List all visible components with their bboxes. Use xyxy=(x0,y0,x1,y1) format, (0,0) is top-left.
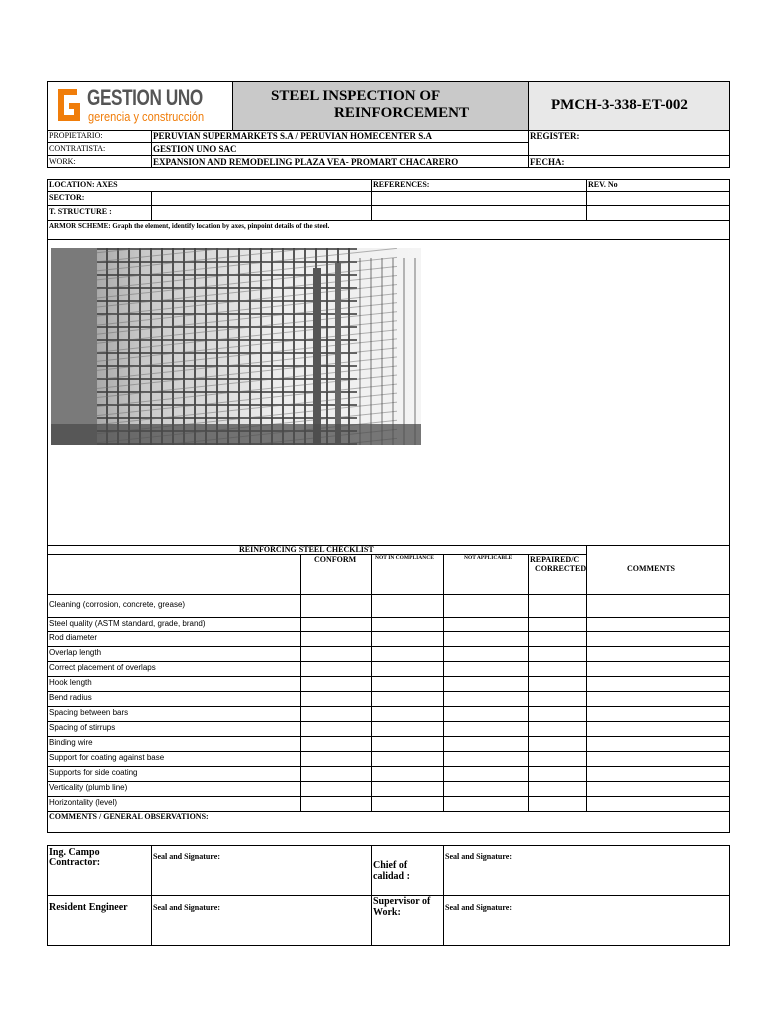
checklist-item: Hook length xyxy=(49,678,92,687)
supervisor-label-line1: Supervisor of xyxy=(373,896,431,907)
checklist-item: Support for coating against base xyxy=(49,753,165,762)
campo-label-line1: Ing. Campo xyxy=(49,847,100,858)
campo-label-line2: Contractor: xyxy=(49,857,101,868)
checklist-item: Horizontality (level) xyxy=(49,798,118,807)
chief-label-line2: calidad : xyxy=(373,871,410,882)
supervisor-label-line2: Work: xyxy=(373,907,401,918)
not-compliance-header: NOT IN COMPLIANCE xyxy=(375,555,434,561)
checklist-item: Overlap length xyxy=(49,648,102,657)
checklist-item: Bend radius xyxy=(49,693,92,702)
chief-label-line1: Chief of xyxy=(373,860,408,871)
rev-label: REV. No xyxy=(588,180,618,189)
document-title-line2: REINFORCEMENT xyxy=(334,105,470,121)
conform-header: CONFORM xyxy=(314,555,357,564)
work-label: WORK: xyxy=(49,157,76,166)
supervisor-seal-label: Seal and Signature: xyxy=(445,903,512,912)
checklist-item: Spacing between bars xyxy=(49,708,129,717)
gestion-uno-logo-icon xyxy=(55,86,81,124)
chief-seal-label: Seal and Signature: xyxy=(445,852,512,861)
checklist-item: Binding wire xyxy=(49,738,93,747)
observations-label: COMMENTS / GENERAL OBSERVATIONS: xyxy=(49,812,209,821)
work-value: EXPANSION AND REMODELING PLAZA VEA- PROMART CHACARERO xyxy=(153,157,459,167)
document-code: PMCH-3-338-ET-002 xyxy=(551,97,688,113)
checklist-item: Verticality (plumb line) xyxy=(49,783,128,792)
rebar-mesh-photo-icon xyxy=(51,248,421,445)
contratista-value: GESTION UNO SAC xyxy=(153,144,237,154)
checklist-table xyxy=(47,545,730,833)
checklist-item: Supports for side coating xyxy=(49,768,138,777)
resident-seal-label: Seal and Signature: xyxy=(153,903,220,912)
location-axes-label: LOCATION: AXES xyxy=(49,180,118,189)
not-applicable-header: NOT APPLICABLE xyxy=(464,555,513,561)
logo-tagline: gerencia y construcción xyxy=(88,109,205,124)
references-label: REFERENCES: xyxy=(373,180,430,189)
propietario-value: PERUVIAN SUPERMARKETS S.A / PERUVIAN HOMECENTER S.A xyxy=(153,131,433,141)
checklist-item: Cleaning (corrosion, concrete, grease) xyxy=(49,600,186,609)
propietario-label: PROPIETARIO: xyxy=(49,131,103,140)
logo-name: GESTION UNO xyxy=(87,85,203,110)
repaired-header-2: CORRECTED xyxy=(535,564,587,573)
checklist-title: REINFORCING STEEL CHECKLIST xyxy=(239,545,374,554)
checklist-item: Correct placement of overlaps xyxy=(49,663,156,672)
resident-engineer-label: Resident Engineer xyxy=(49,902,128,913)
rebar-photo xyxy=(51,248,421,445)
checklist-item: Steel quality (ASTM standard, grade, brand) xyxy=(49,619,206,628)
armor-scheme-label: ARMOR SCHEME: Graph the element, identify location by axes, pinpoint details of the steel. xyxy=(49,222,330,230)
fecha-label: FECHA: xyxy=(530,157,565,167)
repaired-header-1: REPAIRED/C xyxy=(530,555,580,564)
document-title-line1: STEEL INSPECTION OF xyxy=(271,88,441,104)
campo-seal-label: Seal and Signature: xyxy=(153,852,220,861)
contratista-label: CONTRATISTA: xyxy=(49,144,106,153)
structure-label: T. STRUCTURE : xyxy=(49,207,112,216)
logo xyxy=(55,86,225,126)
checklist-item: Rod diameter xyxy=(49,633,98,642)
comments-header: COMMENTS xyxy=(627,564,675,573)
checklist-item: Spacing of stirrups xyxy=(49,723,116,732)
register-label: REGISTER: xyxy=(530,131,580,141)
sector-label: SECTOR: xyxy=(49,193,85,202)
